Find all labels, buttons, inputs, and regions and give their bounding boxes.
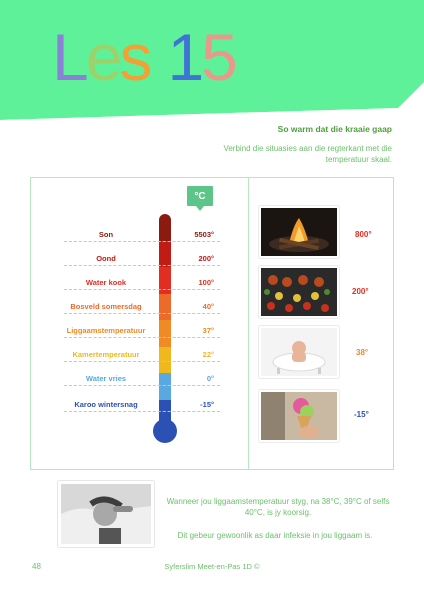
- scale-row: [64, 372, 220, 386]
- panel-divider: [248, 177, 249, 470]
- title-letter: s: [119, 20, 150, 94]
- scale-row-label: Oond: [96, 254, 116, 263]
- fever-note: Wanneer jou liggaamstemperatuur styg, na 38°C, 39°C of selfs 40°C, is jy koorsig.: [166, 497, 390, 517]
- scale-row: [64, 324, 220, 338]
- scale-row-value: 5503°: [194, 230, 214, 239]
- title-letter: e: [85, 20, 120, 94]
- thermometer-bulb: [153, 419, 177, 443]
- baby-bath-photo[interactable]: [259, 326, 339, 378]
- scale-row-label: Liggaamstemperatuur: [66, 326, 146, 335]
- scale-row-value: 0°: [206, 374, 214, 383]
- scale-row-value: 37°: [202, 326, 214, 335]
- title-letter: L: [52, 20, 86, 94]
- sick-child-photo: [58, 481, 154, 547]
- title-letter: 5: [201, 20, 235, 94]
- scale-row: [64, 228, 220, 242]
- title-letter: 1: [167, 20, 202, 94]
- scale-row-value: -15°: [200, 400, 214, 409]
- scale-row-value: 40°: [202, 302, 214, 311]
- scale-row: [64, 300, 220, 314]
- scale-row: [64, 252, 220, 266]
- scale-row-value: 100°: [198, 278, 214, 287]
- campfire-photo[interactable]: [259, 206, 339, 258]
- scale-row: [64, 348, 220, 362]
- scale-row-label: Water vries: [85, 374, 127, 383]
- ice-cream-photo[interactable]: [259, 390, 339, 442]
- answer-baby-bath: 38°: [356, 348, 369, 357]
- answer-ice-cream: -15°: [354, 410, 369, 419]
- lesson-title: [52, 22, 235, 92]
- instructions: Verbind die situasies aan die regterkant met die temperatuur skaal.: [223, 144, 392, 164]
- scale-row-label: Bosveld somersdag: [70, 302, 142, 311]
- scale-row-label: Son: [98, 230, 114, 239]
- celsius-badge: °C: [187, 186, 213, 206]
- footer-credit: Syferslim Meet-en-Pas 1D ©: [164, 562, 260, 571]
- scale-row-label: Water kook: [85, 278, 127, 287]
- infection-note: Dit gebeur gewoonlik as daar infeksie in jou liggaam is.: [177, 531, 373, 540]
- scale-row-label: Kamertemperatuur: [72, 350, 140, 359]
- answer-kebabs: 200°: [352, 287, 369, 296]
- scale-row-label: Karoo wintersnag: [74, 400, 138, 409]
- scale-row-value: 200°: [198, 254, 214, 263]
- thermometer-tube: [159, 214, 171, 426]
- page-number: 48: [32, 562, 41, 571]
- answer-campfire: 800°: [355, 230, 372, 239]
- scale-row: [64, 398, 220, 412]
- kebabs-photo[interactable]: [259, 266, 339, 318]
- scale-row: [64, 276, 220, 290]
- scale-row-value: 22°: [202, 350, 214, 359]
- lesson-subtitle: So warm dat die kraaie gaap: [277, 124, 392, 134]
